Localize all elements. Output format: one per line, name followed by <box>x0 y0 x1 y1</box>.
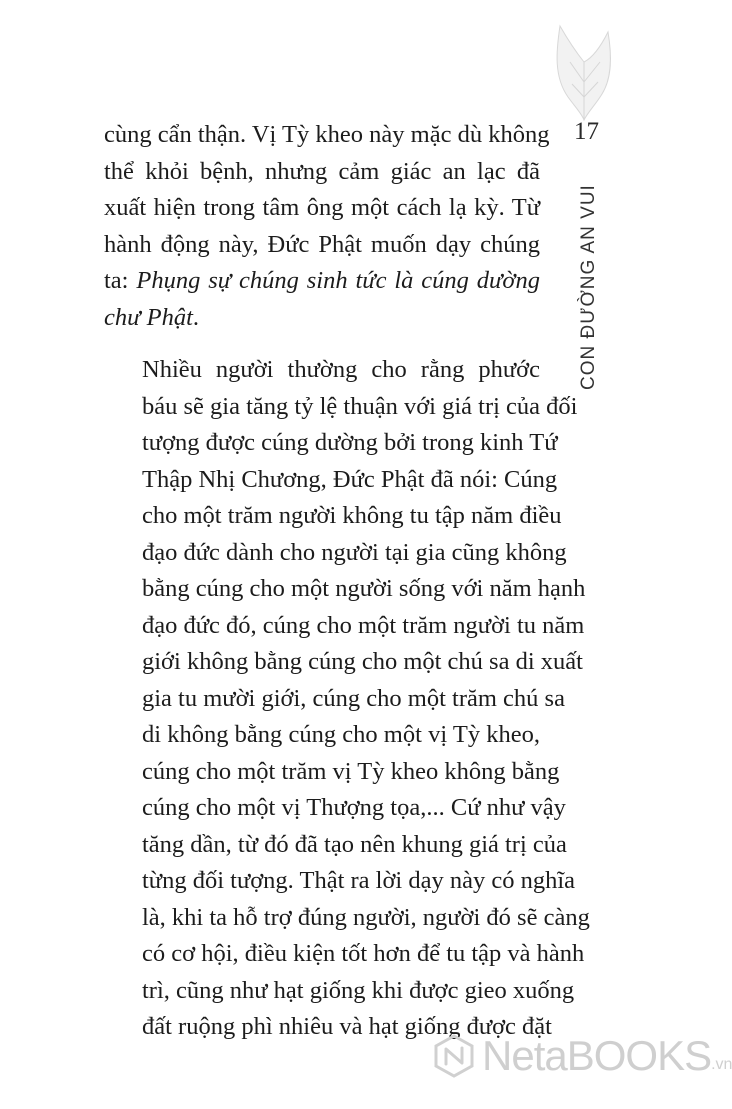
netabooks-logo-icon <box>432 1034 476 1078</box>
text-line: từng đối tượng. Thật ra lời dạy này có nghĩa <box>142 867 576 894</box>
paragraph <box>104 352 590 1046</box>
watermark-suffix: .vn <box>711 1056 732 1073</box>
page-number: 17 <box>574 118 599 145</box>
text-line: xuất hiện trong tâm ông một cách lạ kỳ. Từ <box>104 194 540 221</box>
text-line: bằng cúng cho một người sống với năm hạnh <box>142 575 586 602</box>
text-line: đạo đức dành cho người tại gia cũng không <box>142 538 567 566</box>
text-line: Nhiều người thường cho rằng phước <box>142 356 540 383</box>
text-line: đạo đức đó, cúng cho một trăm người tu năm <box>142 611 585 639</box>
text-line: trì, cũng như hạt giống khi được gieo xuống <box>142 976 575 1004</box>
text-line <box>104 263 540 300</box>
watermark <box>432 1026 732 1086</box>
text-line: cúng cho một trăm vị Tỳ kheo không bằng <box>142 757 560 785</box>
paragraph <box>104 117 550 336</box>
italic-quote: chư Phật <box>104 303 193 331</box>
text-line: tăng dần, từ đó đã tạo nên khung giá trị của <box>142 830 567 858</box>
text-line: hành động này, Đức Phật muốn dạy chúng <box>104 230 540 258</box>
text-segment: . <box>192 303 200 331</box>
text-segment: ta: <box>104 267 137 294</box>
text-line: cúng cho một vị Thượng tọa,... Cứ như vậy <box>142 794 566 821</box>
text-line: tượng được cúng dường bởi trong kinh Tứ <box>142 429 558 456</box>
text-line: là, khi ta hỗ trợ đúng người, người đó sẽ càng <box>142 903 590 931</box>
text-line: giới không bằng cúng cho một chú sa di xuất <box>142 648 583 675</box>
bodhi-leaf-icon <box>548 22 618 122</box>
text-line <box>104 300 540 337</box>
text-line: di không bằng cúng cho một vị Tỳ kheo, <box>142 721 540 748</box>
text-line: cho một trăm người không tu tập năm điều <box>142 502 562 529</box>
text-line: đất ruộng phì nhiêu và hạt giống được đặt <box>142 1013 552 1040</box>
italic-quote: Phụng sự chúng sinh tức là cúng dường <box>136 267 540 294</box>
text-line: thể khỏi bệnh, nhưng cảm giác an lạc đã <box>104 157 540 185</box>
text-line: báu sẽ gia tăng tỷ lệ thuận với giá trị của đối <box>142 392 578 420</box>
text-line: có cơ hội, điều kiện tốt hơn để tu tập và hành <box>142 940 585 967</box>
running-title: CON ĐƯỜNG AN VUI <box>578 184 599 390</box>
text-line: cùng cẩn thận. Vị Tỳ kheo này mặc dù không <box>104 121 550 148</box>
watermark-text: NetaBOOKS <box>482 1032 712 1079</box>
text-line: gia tu mười giới, cúng cho một trăm chú sa <box>142 684 565 712</box>
text-line: Thập Nhị Chương, Đức Phật đã nói: Cúng <box>142 465 558 493</box>
